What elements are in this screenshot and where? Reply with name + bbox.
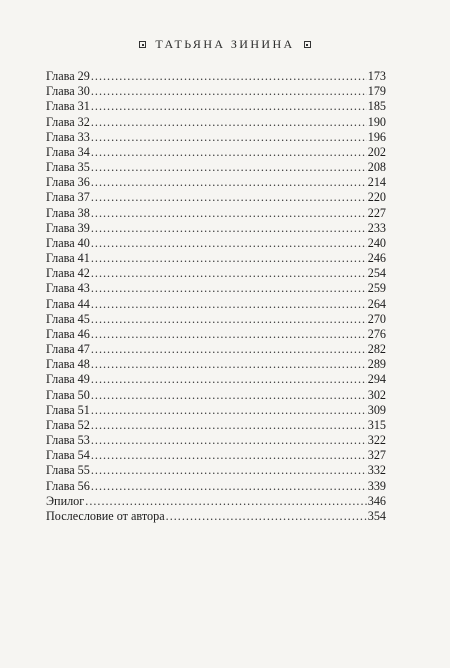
- toc-leader-dots: [166, 509, 367, 524]
- toc-entry[interactable]: [46, 312, 386, 327]
- toc-entry-title: Глава 50: [46, 387, 90, 402]
- toc-entry-page: 173: [367, 69, 386, 83]
- toc-entry[interactable]: [46, 418, 386, 433]
- toc-entry-title: Глава 45: [46, 311, 90, 326]
- toc-entry-title: Глава 40: [46, 235, 90, 250]
- toc-entry[interactable]: [46, 388, 386, 403]
- toc-entry[interactable]: [46, 190, 386, 205]
- toc-leader-dots: [91, 69, 367, 84]
- toc-entry-title: Глава 54: [46, 448, 90, 463]
- toc-leader-dots: [85, 494, 366, 509]
- toc-entry-title: Глава 36: [46, 175, 90, 190]
- toc-leader-dots: [91, 115, 367, 130]
- toc-leader-dots: [91, 433, 367, 448]
- toc-entry[interactable]: [46, 509, 386, 524]
- toc-entry[interactable]: [46, 479, 386, 494]
- toc-leader-dots: [91, 99, 367, 114]
- toc-entry-page: 315: [367, 417, 386, 432]
- toc-entry-page: 185: [367, 99, 386, 114]
- toc-leader-dots: [91, 145, 367, 160]
- toc-entry[interactable]: [46, 206, 386, 221]
- toc-entry[interactable]: [46, 266, 386, 281]
- toc-leader-dots: [91, 342, 367, 357]
- toc-leader-dots: [91, 372, 367, 387]
- toc-entry[interactable]: [46, 433, 386, 448]
- toc-entry-page: 282: [367, 342, 386, 357]
- toc-entry-page: 233: [367, 220, 386, 235]
- table-of-contents: [46, 69, 386, 524]
- toc-entry-page: 309: [367, 402, 386, 417]
- header-author: ТАТЬЯНА ЗИНИНА: [155, 37, 295, 51]
- toc-entry-page: 270: [367, 311, 386, 326]
- toc-entry-page: 332: [367, 463, 386, 478]
- toc-entry-title: Глава 29: [46, 69, 90, 83]
- toc-leader-dots: [91, 297, 367, 312]
- toc-entry[interactable]: [46, 463, 386, 478]
- toc-entry[interactable]: [46, 494, 386, 509]
- toc-entry-title: Глава 48: [46, 357, 90, 372]
- toc-entry-title: Глава 39: [46, 220, 90, 235]
- ornament-square-icon: [304, 41, 311, 48]
- toc-entry-title: Глава 34: [46, 144, 90, 159]
- toc-entry-page: 346: [367, 493, 386, 508]
- toc-leader-dots: [91, 84, 367, 99]
- toc-entry-page: 190: [367, 114, 386, 129]
- toc-entry[interactable]: [46, 115, 386, 130]
- toc-entry[interactable]: [46, 357, 386, 372]
- toc-entry-page: 339: [367, 478, 386, 493]
- toc-entry-page: 240: [367, 235, 386, 250]
- toc-entry-title: Глава 33: [46, 129, 90, 144]
- toc-entry[interactable]: [46, 372, 386, 387]
- toc-entry-page: 246: [367, 251, 386, 266]
- toc-entry-title: Глава 47: [46, 342, 90, 357]
- toc-entry[interactable]: [46, 281, 386, 296]
- toc-entry-page: 227: [367, 205, 386, 220]
- toc-leader-dots: [91, 236, 367, 251]
- toc-entry[interactable]: [46, 69, 386, 84]
- running-header: [0, 37, 450, 52]
- toc-leader-dots: [91, 130, 367, 145]
- toc-entry[interactable]: [46, 448, 386, 463]
- toc-entry-page: 214: [367, 175, 386, 190]
- ornament-square-icon: [139, 41, 146, 48]
- toc-leader-dots: [91, 266, 367, 281]
- toc-leader-dots: [91, 206, 367, 221]
- toc-entry[interactable]: [46, 130, 386, 145]
- toc-entry-title: Глава 55: [46, 463, 90, 478]
- toc-entry-page: 259: [367, 281, 386, 296]
- toc-entry[interactable]: [46, 251, 386, 266]
- toc-leader-dots: [91, 312, 367, 327]
- toc-entry-page: 354: [367, 508, 386, 523]
- toc-entry-title: Глава 38: [46, 205, 90, 220]
- toc-entry[interactable]: [46, 403, 386, 418]
- toc-entry-page: 202: [367, 144, 386, 159]
- toc-entry-title: Глава 31: [46, 99, 90, 114]
- toc-entry-page: 264: [367, 296, 386, 311]
- toc-entry[interactable]: [46, 327, 386, 342]
- toc-entry-title: Эпилог: [46, 493, 85, 508]
- toc-entry-title: Глава 35: [46, 160, 90, 175]
- toc-leader-dots: [91, 448, 367, 463]
- toc-leader-dots: [91, 463, 367, 478]
- toc-entry-title: Глава 42: [46, 266, 90, 281]
- toc-entry[interactable]: [46, 99, 386, 114]
- toc-entry-title: Глава 51: [46, 402, 90, 417]
- toc-entry-page: 327: [367, 448, 386, 463]
- toc-entry[interactable]: [46, 175, 386, 190]
- toc-entry[interactable]: [46, 84, 386, 99]
- toc-entry-title: Глава 32: [46, 114, 90, 129]
- toc-entry[interactable]: [46, 145, 386, 160]
- toc-entry-page: 196: [367, 129, 386, 144]
- toc-leader-dots: [91, 357, 367, 372]
- toc-entry-page: 322: [367, 433, 386, 448]
- toc-entry-title: Глава 43: [46, 281, 90, 296]
- toc-entry-page: 254: [367, 266, 386, 281]
- toc-entry-title: Глава 30: [46, 84, 90, 99]
- toc-entry-title: Глава 46: [46, 326, 90, 341]
- toc-entry-title: Глава 56: [46, 478, 90, 493]
- toc-entry-title: Глава 44: [46, 296, 90, 311]
- toc-leader-dots: [91, 281, 367, 296]
- toc-leader-dots: [91, 418, 367, 433]
- toc-leader-dots: [91, 160, 367, 175]
- toc-leader-dots: [91, 221, 367, 236]
- toc-leader-dots: [91, 190, 367, 205]
- toc-entry-page: 289: [367, 357, 386, 372]
- toc-entry[interactable]: [46, 160, 386, 175]
- toc-entry-title: Глава 41: [46, 251, 90, 266]
- toc-entry-title: Глава 53: [46, 433, 90, 448]
- toc-leader-dots: [91, 251, 367, 266]
- toc-entry-title: Глава 37: [46, 190, 90, 205]
- toc-entry-page: 208: [367, 160, 386, 175]
- toc-entry-page: 294: [367, 372, 386, 387]
- toc-leader-dots: [91, 175, 367, 190]
- toc-leader-dots: [91, 388, 367, 403]
- toc-entry-title: Глава 52: [46, 417, 90, 432]
- toc-leader-dots: [91, 479, 367, 494]
- toc-entry-page: 179: [367, 84, 386, 99]
- toc-leader-dots: [91, 403, 367, 418]
- toc-entry-page: 276: [367, 326, 386, 341]
- toc-entry[interactable]: [46, 342, 386, 357]
- toc-leader-dots: [91, 327, 367, 342]
- toc-entry[interactable]: [46, 221, 386, 236]
- toc-entry[interactable]: [46, 236, 386, 251]
- toc-entry-title: Послесловие от автора: [46, 508, 165, 523]
- toc-entry[interactable]: [46, 297, 386, 312]
- toc-entry-page: 302: [367, 387, 386, 402]
- toc-entry-title: Глава 49: [46, 372, 90, 387]
- toc-entry-page: 220: [367, 190, 386, 205]
